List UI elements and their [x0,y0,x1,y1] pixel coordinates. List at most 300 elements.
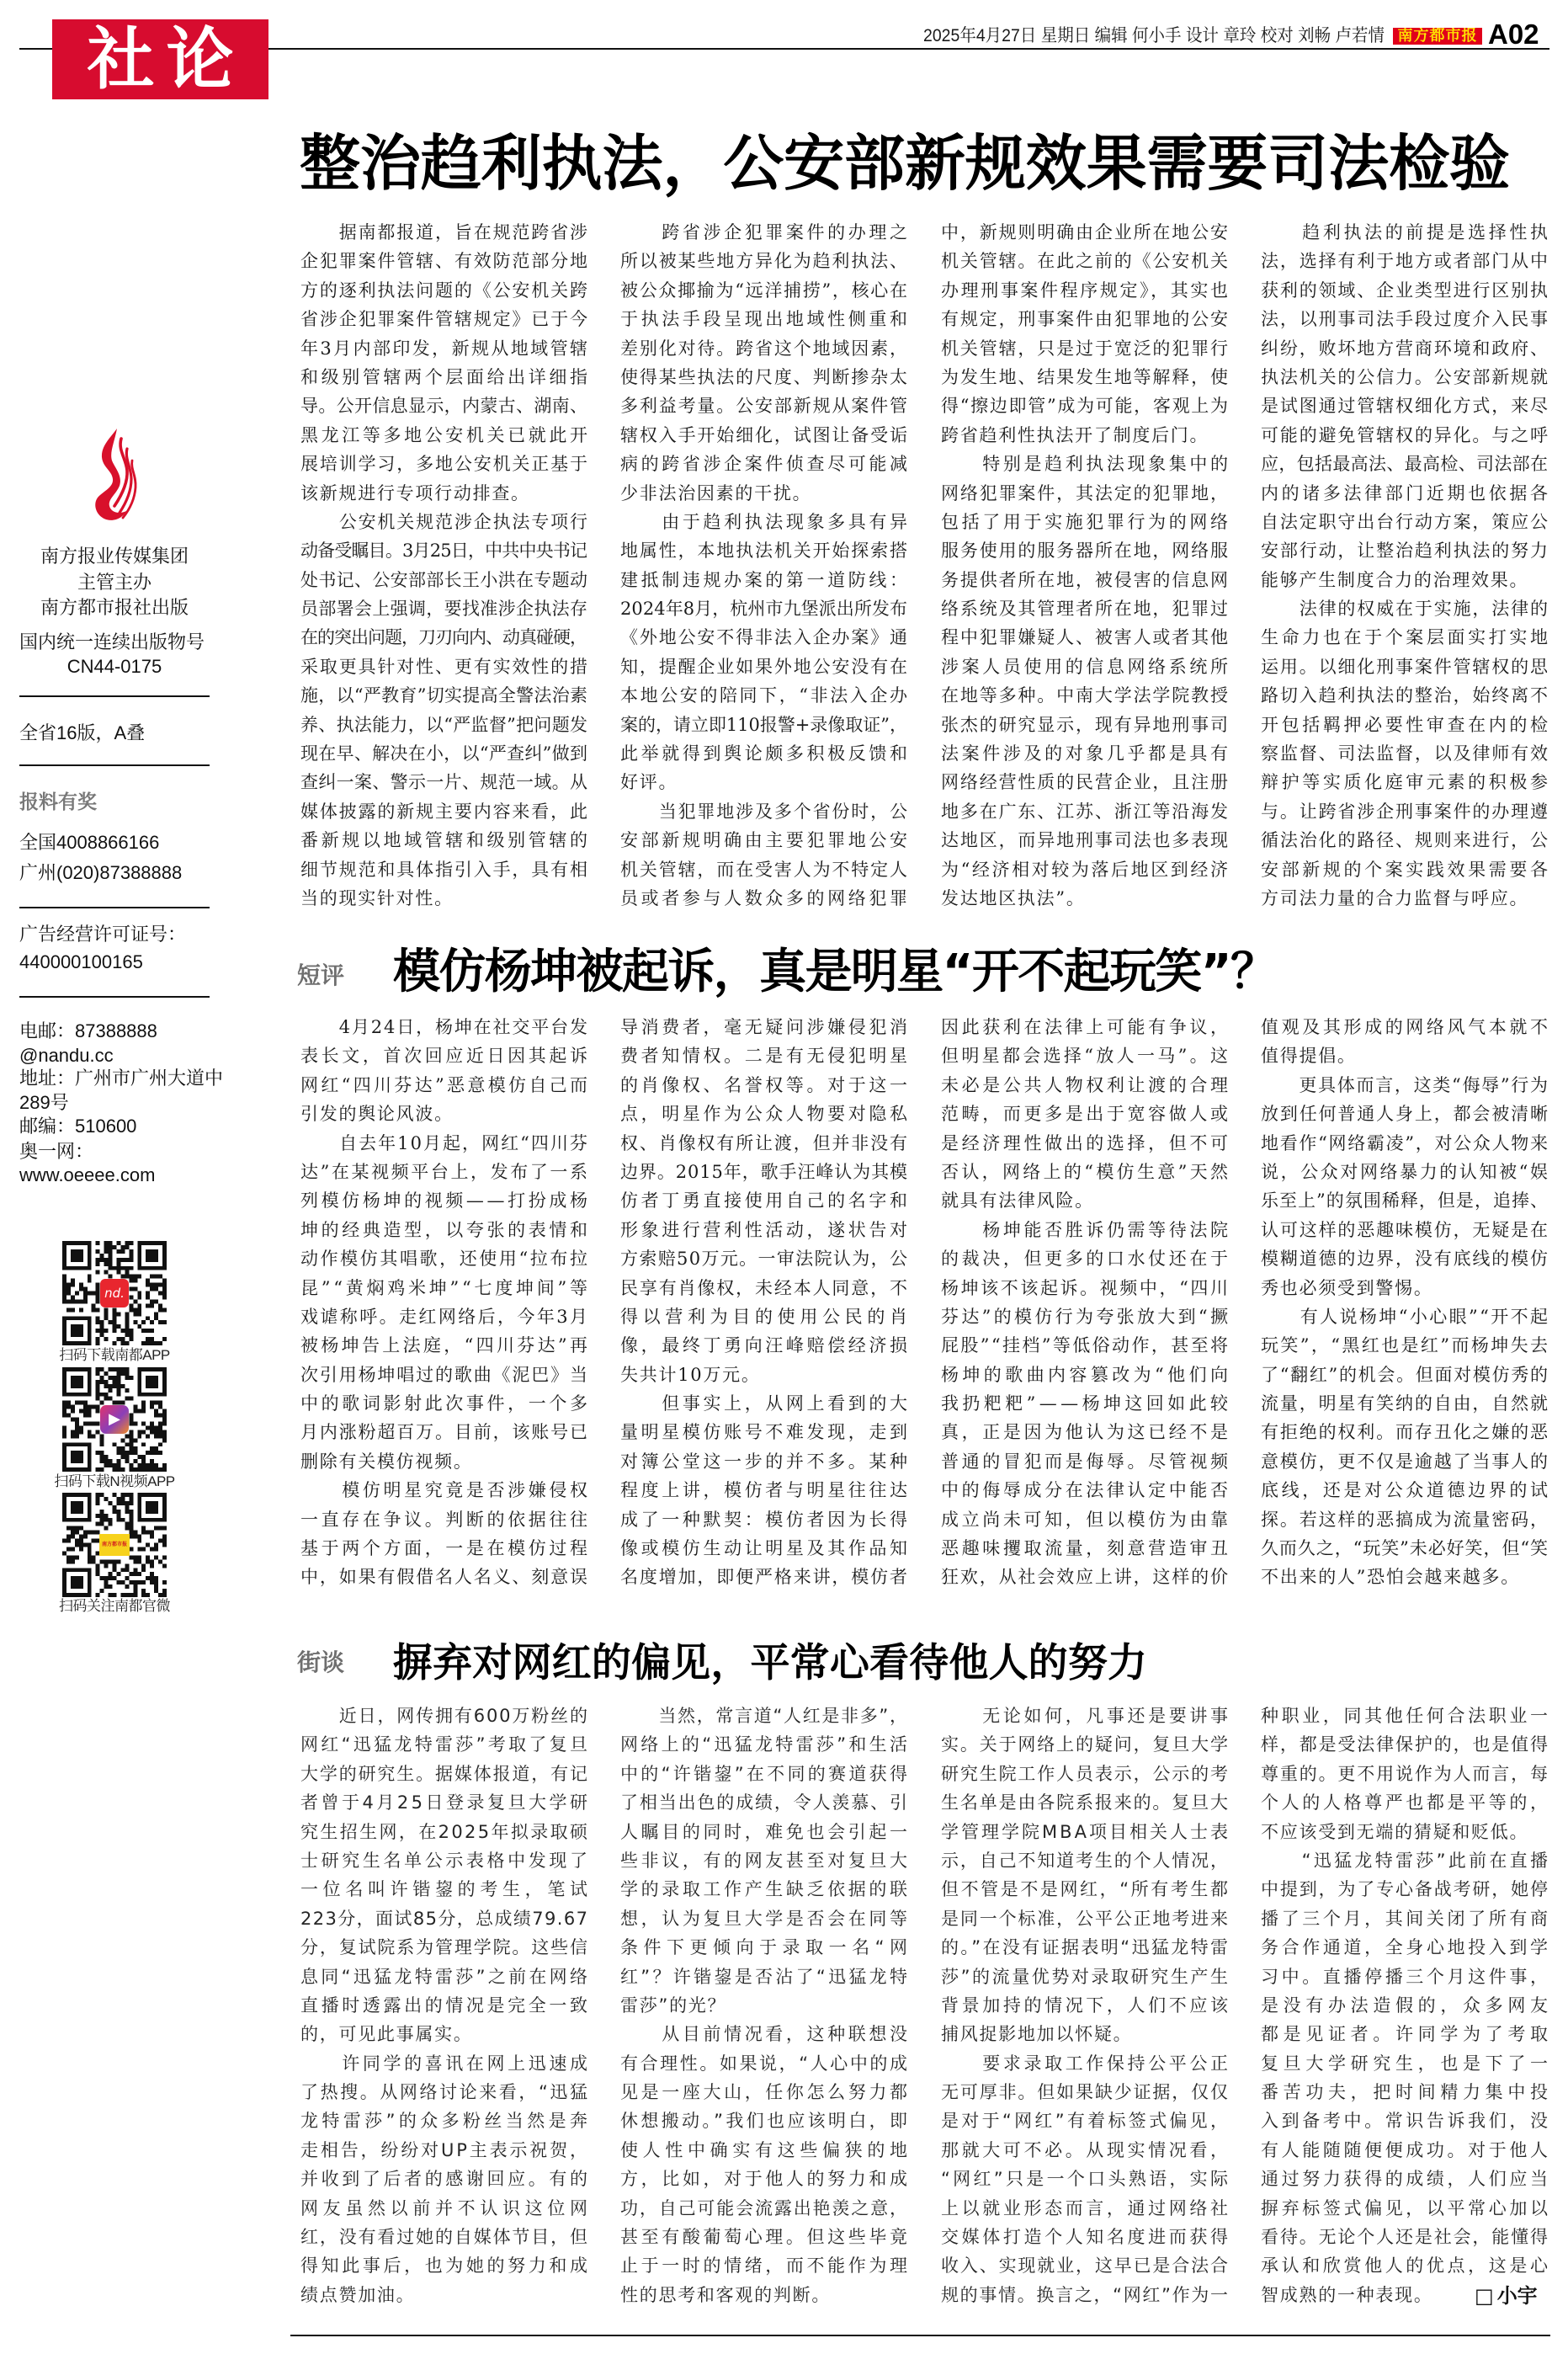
text-line: 跨省趋利性执法开了制度后门。 [941,424,1209,445]
proofreader-names: 刘畅 卢若情 [1298,26,1385,45]
text-line: 点，明星作为公众人物要对隐私 [620,1104,911,1125]
article-column [1261,218,1551,913]
text-line: 坤的经典造型，以夸张的表情和 [300,1219,591,1240]
text-line: 形象进行营利性活动，遂状告对 [620,1219,911,1240]
address-number: 289号 [19,1092,69,1113]
text-line: 名度增加，即便严格来讲，模仿者 [620,1567,909,1588]
text-line: 自法定职守出台行动方案，策应公 [1261,511,1549,532]
editor-label: 编辑 [1094,26,1128,45]
qr-label: 扫码下载N视频APP [54,1473,175,1489]
text-line: 开包括羁押必要性审查在内的检 [1261,714,1551,735]
text-line: 权、肖像权有所让渡，但并非没有 [620,1132,909,1153]
paragraph-first-line: 近日，网传拥有600万粉丝的 [300,1706,589,1726]
designer-label: 设计 [1185,26,1219,45]
text-line: 为“经济相对较为落后地区到经济 [941,859,1230,880]
paragraph-first-line: 当犯罪地涉及多个省份时，公 [620,801,909,822]
text-line: 服务使用的服务器所在地，网络服 [941,541,1230,562]
text-line: 恶趣味攫取流量，刻意营造审丑 [941,1538,1231,1559]
nd-app-icon: nd. [100,1279,129,1307]
text-line: 不出来的人”恐怕会越来越多。 [1261,1567,1520,1588]
text-line: 网络上的“迅猛龙特雷莎”和生活 [620,1734,911,1755]
publisher-role: 主管主办 [77,572,151,593]
text-line: 学的录取工作产生缺乏依据的联 [620,1879,911,1900]
article-column [620,1013,912,1592]
text-line: 中提到，为了专心备战考研，她停 [1261,1879,1549,1900]
sidebar-divider [19,695,210,697]
text-line: 建抵制违规办案的第一道防线： [620,569,911,590]
article-column [620,1702,913,2309]
article-column [300,1013,591,1592]
text-line: 媒体披露的新规主要内容来看，此 [300,801,589,822]
text-line: 一直存在争议。判断的依据往往 [300,1509,591,1530]
email-line: 电邮：87388888 [19,1020,157,1041]
text-line: 2024年8月，杭州市九堡派出所发布 [620,599,908,620]
text-line: 收入、实现就业，这早已是合法合 [941,2255,1230,2277]
text-line: 现在早、解决在小，以“严查纠”做到 [300,743,588,764]
text-line: 戏谑称呼。走红网络后，今年3月 [300,1306,590,1327]
text-line: 分，复试院系为管理学院。这些信 [300,1937,589,1958]
text-line: 的裁决，但更多的口水仗还在于 [941,1249,1231,1270]
text-line: 得以营利为目的使用公民的肖 [620,1306,912,1327]
text-line: 引发的舆论风波。 [300,1104,454,1125]
paragraph-first-line: 更具体而言，这类“侮辱”行为 [1261,1074,1549,1095]
ad-license-label: 广告经营许可证号： [19,924,187,945]
text-line: 大学的研究生。据媒体报道，有记 [300,1763,589,1784]
text-line: 普通的冒犯而是侮辱。尽管视频 [941,1451,1231,1472]
text-line: 甚至有酸葡萄心理。但这些毕竟 [620,2227,911,2248]
text-line: 值观及其形成的网络风气本就不 [1261,1017,1551,1037]
text-line: 达”在某视频平台上，发布了一系 [300,1161,590,1182]
text-line: 务合作通道，全身心地投入到学 [1261,1937,1551,1958]
text-line: 未必是公共人物权利让渡的合理 [941,1074,1231,1095]
text-line: 就具有法律风险。 [941,1190,1094,1212]
text-line: 都是见证者。许同学为了考取 [1261,2024,1553,2045]
article-column [941,218,1231,913]
text-line: 省涉企犯罪案件管辖规定》已于今 [300,309,589,330]
text-line: 动作模仿其唱歌，还使用“拉布拉 [300,1249,590,1270]
text-line: 失共计10万元。 [620,1364,761,1385]
text-line: 学管理学院MBA项目相关人士表 [941,1821,1231,1842]
text-line: 番苦功夫，把时间精力集中投 [1261,2082,1553,2103]
article-headline: 模仿杨坤被起诉，真是明星“开不起玩笑”？ [393,945,1277,999]
text-line: 有规定，刑事案件由犯罪地的公安 [941,309,1230,330]
text-line: 息同“迅猛龙特雷莎”之前在网络 [300,1966,591,1987]
text-line: 探。若这样的恶搞成为流量密码， [1261,1509,1549,1530]
text-line: 不应该受到无端的猜疑和贬低。 [1261,1821,1529,1842]
text-line: 了热搜。从网络讨论来看，“迅猛 [300,2082,590,2103]
tipline-guangzhou: 广州(020)87388888 [19,862,183,883]
text-line: 得知此事后，也为她的努力和成 [300,2255,591,2277]
text-line: 量明星模仿账号不难发现，走到 [620,1422,911,1443]
text-line: 昆”“黄焖鸡米坤”“七度坤间”等 [300,1277,591,1298]
text-line: 否认，网络上的“模仿生意”天然 [941,1161,1231,1182]
text-line: 看待。无论个人还是社会，能懂得 [1261,2227,1549,2248]
publisher-group: 南方报业传媒集团 [40,546,189,567]
text-line: 止于一时的情绪，而不能作为理 [620,2255,911,2277]
paragraph-first-line: 有人说杨坤“小心眼”“开不起 [1261,1306,1550,1327]
text-line: 杨坤的歌曲内容篡改为“他们向 [941,1364,1232,1385]
text-line: 通过努力获得的成绩，人们应当 [1261,2169,1551,2190]
text-line: 民享有肖像权，未经本人同意，不 [620,1277,909,1298]
text-line: 习中。直播停播三个月这件事， [1261,1966,1551,1987]
paragraph-first-line: 法律的权威在于实施，法律的 [1261,599,1549,620]
text-line: 红”？许锴鋆是否沾了“迅猛龙特 [620,1966,911,1987]
text-line: 动备受瞩目。3月25日，中共中央书记 [300,541,587,562]
text-line: 涉案人员使用的信息网络系统所 [941,656,1231,677]
text-line: 员部署会上强调，要找准涉企执法存 [300,599,588,620]
text-line: 导消费者，毫无疑问涉嫌侵犯消 [620,1017,911,1037]
text-line: 地多在广东、江苏、浙江等沿海发 [941,801,1230,822]
text-line: 被公众揶揄为“远洋捕捞”，核心在 [620,280,909,301]
text-line: 有拒绝的权利。而存丑化之嫌的恶 [1261,1422,1549,1443]
article-kicker: 短评 [297,961,345,989]
paragraph-first-line: 杨坤能否胜诉仍需等待法院 [941,1219,1231,1240]
text-line: 因此获利在法律上可能有争议， [941,1017,1231,1037]
text-line: 士研究生名单公示表格中发现了 [300,1850,591,1871]
text-line: 方司法力量的合力监督与呼应。 [1261,887,1529,908]
page-number: A02 [1488,19,1539,50]
qr-code-nandu-weibo [62,1493,167,1597]
paragraph-first-line: 许同学的喜讯在网上迅速成 [300,2053,591,2074]
text-line: 中，如果有假借名人名义、刻意误 [300,1567,589,1588]
paragraph-first-line: 由于趋利执法现象多具有异 [620,511,911,532]
byline-author: 小宇 [1496,2284,1538,2308]
text-line: 认可这样的恶趣味模仿，无疑是在 [1261,1219,1549,1240]
text-line: 背景加持的情况下，人们不应该 [941,1995,1231,2016]
text-line: 仿者丁勇直接使用自己的名字和 [620,1190,911,1212]
text-line: 值得提倡。 [1261,1046,1357,1067]
email-domain: @nandu.cc [19,1045,114,1066]
text-line: 月内涨粉超百万。目前，该账号已 [300,1422,589,1443]
website-label: 奥一网： [19,1141,94,1162]
text-line: 程中犯罪嫌疑人、被害人或者其他 [941,627,1230,648]
text-line: 上以就业形态而言，通过网络社 [941,2197,1231,2218]
designer-name: 章玲 [1223,26,1257,45]
text-line: 网红“四川芬达”恶意模仿自己而 [300,1074,591,1095]
article-kicker: 街谈 [297,1648,345,1676]
article-column [300,218,591,913]
text-line: 但不管是不是网红，“所有考生都 [941,1879,1230,1900]
nandu-weibo-icon: 南方都市报 [99,1534,130,1556]
text-line: 并收到了后者的感谢回应。有的 [300,2169,591,2190]
text-line: 案的，请立即110报警+录像取证”， [620,714,907,735]
text-line: 辖权入手开始细化，试图让备受诟 [620,424,909,445]
text-line: 使得某些执法的尺度、判断掺杂太 [620,366,909,387]
paragraph-first-line: 跨省涉企犯罪案件的办理之 [620,222,911,242]
text-line: 流量，明星有笑纳的自由，自然就 [1261,1393,1549,1414]
text-line: 纠纷，败坏地方营商环境和政府、 [1261,338,1549,359]
text-line: 循法治化的路径、规则来进行，公 [1261,830,1549,851]
text-line: 智成熟的一种表现。 [1261,2284,1433,2305]
text-line: 生名单是由各院系报来的。复旦大 [941,1792,1230,1813]
text-line: 那就大可不必。从现实情况看， [941,2139,1231,2160]
text-line: 承认和欣赏他人的优点，这是心 [1261,2255,1551,2277]
qr-label: 扫码关注南都官微 [59,1598,170,1614]
text-line: 费者知情权。二是有无侵犯明星 [620,1046,911,1067]
text-line: 能够产生制度合力的治理效果。 [1261,569,1529,590]
text-line: 像或模仿生动让明星及其作品知 [620,1538,911,1559]
text-line: 成立尚未可知，但以模仿为由靠 [941,1509,1231,1530]
text-line: 龙特雷莎”的众多粉丝当然是奔 [300,2111,592,2132]
paragraph-first-line: 公安机关规范涉企执法专项行 [300,511,589,532]
text-line: 得“擦边即管”成为可能，客观上为 [941,396,1230,417]
text-line: 运用。以细化刑事案件管辖权的思 [1261,656,1549,677]
text-line: 员或者参与人数众多的网络犯罪 [620,887,911,908]
text-line: 列模仿杨坤的视频——打扮成杨 [300,1190,591,1212]
text-line: 玩笑”，“黑红也是红”而杨坤失去 [1261,1335,1550,1356]
paragraph-first-line: 自去年10月起，网红“四川芬 [300,1132,590,1153]
text-line: 无可厚非。但如果缺少证据，仅仅 [941,2082,1230,2103]
text-line: 雷莎”的光？ [620,1995,727,2016]
text-line: 成了一种默契：模仿者因为长得 [620,1509,911,1530]
issue-weekday: 星期日 [1040,26,1091,45]
text-line: 播了三个月，其间关闭了所有商 [1261,1908,1551,1929]
ad-license-number: 440000100165 [19,951,143,972]
text-line: 所以被某些地方异化为趋利执法、 [620,251,909,272]
text-line: 删除有关模仿视频。 [300,1451,473,1472]
text-line: 示，自己不知道考生的个人情况， [941,1850,1230,1871]
text-line: 走相告，纷纷对UP主表示祝贺， [300,2139,590,2160]
text-line: 番新规以地域管辖和级别管辖的 [300,830,591,851]
text-line: 机关管辖，只是过于宽泛的犯罪行 [941,338,1230,359]
text-line: 多利益考量。公安部新规从案件管 [620,396,909,417]
paragraph-first-line: 但事实上，从网上看到的大 [620,1393,911,1414]
text-line: 知，提醒企业如果外地公安没有在 [620,656,909,677]
text-line: 一位名叫许锴鋆的考生，笔试 [300,1879,593,1900]
text-line: 可能的避免管辖权的异化。与之呼 [1261,424,1549,445]
editor-name: 何小手 [1132,26,1182,45]
text-line: 对簿公堂这一步的并不多。某种 [620,1451,911,1472]
qr-code-nandu-app [62,1241,167,1345]
text-line: 网络犯罪案件，其法定的犯罪地， [941,482,1230,503]
text-line: 种职业，同其他任何合法职业一 [1261,1706,1551,1726]
text-line: 安部行动，让整治趋利执法的努力 [1261,541,1549,562]
article-column [620,218,911,913]
text-line: 在地等多种。中南大学法学院教授 [941,685,1230,706]
bottom-rule [290,2335,1550,2336]
text-line: 于执法手段呈现出地域性侧重和 [620,309,911,330]
text-line: 绩点赞加油。 [300,2284,416,2305]
text-line: 和级别管辖两个层面给出详细指 [300,366,591,387]
nanfang-media-flame-logo-icon [89,425,140,525]
paragraph-first-line: 无论如何，凡事还是要讲事 [941,1706,1231,1726]
text-line: 范畴，而更多是出于宽容做人或 [941,1104,1231,1125]
text-line: 意模仿，更不仅是逾越了当事人的 [1261,1451,1549,1472]
text-line: 红，没有看过她的自媒体节目，但 [300,2227,589,2248]
n-video-play-icon: ▶ [100,1405,129,1434]
text-line: 法案件涉及的对象几乎都是具有 [941,743,1231,764]
text-line: 规的事情。换言之，“网红”作为一 [941,2284,1230,2305]
text-line: 与。让跨省涉企刑事案件的办理遵 [1261,801,1549,822]
article-column [941,1702,1231,2309]
text-line: 见是一座大山，任你怎么努力都 [620,2082,911,2103]
text-line: 放到任何普通人身上，都会被清晰 [1261,1104,1549,1125]
publisher-name: 南方都市报社出版 [40,597,189,618]
text-line: 方，比如，对于他人的努力和成 [620,2169,911,2190]
text-line: 执法机关的公信力。公安部新规就 [1261,366,1549,387]
text-line: 使人性中确实有这些偏狭的地 [620,2139,912,2160]
paragraph-first-line: 4月24日，杨坤在社交平台发 [300,1017,589,1037]
text-line: 少非法治因素的干扰。 [620,482,812,503]
text-line: 被杨坤告上法庭，“四川芬达”再 [300,1335,591,1356]
paragraph-first-line: 据南都报道，旨在规范跨省涉 [300,222,589,242]
masthead-badge: 南方都市报 [1393,28,1482,45]
text-line: 入到备考中。常识告诉我们，没 [1261,2111,1551,2132]
article-byline [1475,2282,1538,2311]
article-column [1261,1013,1551,1592]
text-line: 《外地公安不得非法入企办案》通 [620,627,909,648]
text-line: 模糊道德的边界，没有底线的模仿 [1261,1249,1549,1270]
text-line: 的。”在没有证据表明“迅猛龙特雷 [941,1937,1230,1958]
address-line: 地址：广州市广州大道中 [19,1068,224,1089]
text-line: 察监督、司法监督，以及律师有效 [1261,743,1549,764]
text-line: 莎”的流量优势对录取研究生产生 [941,1966,1230,1987]
text-line: 办理刑事案件程序规定》，其实也 [941,280,1230,301]
text-line: 导。公开信息显示，内蒙古、湖南、 [300,396,588,417]
text-line: 是对于“网红”有着标签式偏见， [941,2111,1231,2132]
section-label: 社论 [52,19,268,99]
qr-code-n-video-app [62,1367,167,1472]
text-line: 功，自己可能会流露出艳羡之意， [620,2197,909,2218]
sidebar-divider [19,764,210,766]
text-line: 样，都是受法律保护的，也是值得 [1261,1734,1549,1755]
paragraph-first-line: 模仿明星究竟是否涉嫌侵权 [300,1480,591,1501]
tipline-national: 全国4008866166 [19,832,160,853]
text-line: 中的歌词影射此次事件，一个多 [300,1393,591,1414]
text-line: 屁股”“挂档”等低俗动作，甚至将 [941,1335,1230,1356]
text-line: 处书记、公安部部长王小洪在专题动 [300,569,588,590]
text-line: 边界。2015年，歌手汪峰认为其模 [620,1161,908,1182]
article-headline: 整治趋利执法，公安部新规效果需要司法检验 [300,128,1510,199]
text-line: 方索赔50万元。一审法院认为，公 [620,1249,909,1270]
text-line: 次引用杨坤唱过的歌曲《泥巴》当 [300,1364,589,1385]
paragraph-first-line: 特别是趋利执法现象集中的 [941,454,1231,475]
text-line: 人瞩目的同时，难免也会引起一 [620,1821,911,1842]
text-line: 安部新规明确由主要犯罪地公安 [620,830,911,851]
text-line: 的，可见此事属实。 [300,2024,473,2045]
text-line: 芬达”的模仿行为夸张放大到“撅 [941,1306,1231,1327]
text-line: 差别化对待。跨省这个地域因素， [620,338,909,359]
text-line: 中的侮辱成分在法律认定中能否 [941,1480,1231,1501]
article-column [941,1013,1232,1592]
text-line: 内的诸多法律部门近期也依据各 [1261,482,1551,503]
text-line: 尊重的。更不用说作为人而言，每 [1261,1763,1549,1784]
text-line: 是经济理性做出的选择，但不可 [941,1132,1231,1153]
issn-number: CN44-0175 [66,656,162,677]
text-line: 网红“迅猛龙特雷莎”考取了复旦 [300,1734,591,1755]
paragraph-first-line: 从目前情况看，这种联想没 [620,2024,911,2045]
article-column [1261,1702,1553,2309]
text-line: 病的跨省涉企案件侦查尽可能减 [620,454,911,475]
text-line: 研究生院工作人员表示，公示的考 [941,1763,1230,1784]
text-line: 有合理性。如果说，“人心中的成 [620,2053,910,2074]
text-line: 应，包括最高法、最高检、司法部在 [1261,454,1549,475]
text-line: 采取更具针对性、更有实效性的措 [300,656,589,677]
tipline-title: 报料有奖 [19,791,97,812]
text-line: 直播时透露出的情况是完全一致 [300,1995,591,2016]
text-line: 实。关于网络上的疑问，复旦大学 [941,1734,1230,1755]
text-line: 了“翻红”的机会。但面对模仿秀的 [1261,1364,1549,1385]
text-line: 是同一个标准，公平公正地考进来 [941,1908,1230,1929]
text-line: 想，认为复旦大学是否会在同等 [620,1908,911,1929]
text-line: 络系统及其管理者所在地，犯罪过 [941,599,1230,620]
text-line: 些非议，有的网友甚至对复旦大 [620,1850,911,1871]
text-line: 我扔粑粑”——杨坤这回如此较 [941,1393,1232,1414]
article-headline: 摒弃对网红的偏见，平常心看待他人的努力 [393,1640,1148,1686]
text-line: 细节规范和具体指引入手，具有相 [300,859,589,880]
text-line: 表长文，首次回应近日因其起诉 [300,1046,591,1067]
text-line: “网红”只是一个口头熟语，实际 [941,2169,1231,2190]
text-line: 复旦大学研究生，也是下了一 [1261,2053,1553,2074]
text-line: 223分，面试85分，总成绩79.67 [300,1908,589,1929]
text-line: 了相当出色的成绩，令人羡慕、引 [620,1792,909,1813]
text-line: 秀也必须受到警惕。 [1261,1277,1433,1298]
text-line: 真，正是因为他认为这已经不是 [941,1422,1231,1443]
text-line: 机关管辖。在此之前的《公安机关 [941,251,1230,272]
text-line: 是没有办法造假的，众多网友 [1261,1995,1553,2016]
text-line: 法，以刑事司法手段过度介入民事 [1261,309,1549,330]
text-line: 基于两个方面，一是在模仿过程 [300,1538,591,1559]
paragraph-first-line: 趋利执法的前提是选择性执 [1261,222,1551,242]
text-line: 地属性，本地执法机关开始探索搭 [620,541,909,562]
text-line: 休想搬动。”我们也应该明白，即 [620,2111,911,2132]
text-line: 但明星都会选择“放人一马”。这 [941,1046,1231,1067]
text-line: 程度上讲，模仿者与明星往往达 [620,1480,911,1501]
text-line: 展培训学习，多地公安机关正基于 [300,454,589,475]
byline-square-icon: □ [1475,2284,1494,2308]
text-line: 网友虽然以前并不认识这位网 [300,2197,593,2218]
text-line: 年3月内部印发，新规从地域管辖 [300,338,590,359]
text-line: 企犯罪案件管辖、有效防范部分地 [300,251,589,272]
text-line: 发达地区执法”。 [941,887,1086,908]
issn-label: 国内统一连续出版物号 [19,631,205,652]
text-line: 中的“许锴鋆”在不同的赛道获得 [620,1763,911,1784]
issue-meta [923,24,1385,48]
text-line: 安部新规的个案实践效果需要各 [1261,859,1551,880]
article-column [300,1702,593,2309]
paragraph-first-line: “迅猛龙特雷莎”此前在直播 [1261,1850,1551,1871]
text-line: 底线，还是对公众道德边界的试 [1261,1480,1551,1501]
text-line: 像，最终丁勇向汪峰赔偿经济损 [620,1335,911,1356]
text-line: 当的现实针对性。 [300,887,454,908]
text-line: 包括了用于实施犯罪行为的网络 [941,511,1231,532]
text-line: 务提供者所在地，被侵害的信息网 [941,569,1230,590]
text-line: 本地公安的陪同下，“非法入企办 [620,685,910,706]
text-line: 捕风捉影地加以怀疑。 [941,2024,1133,2045]
text-line: 狂欢，从社会效应上讲，这样的价 [941,1567,1230,1588]
text-line: 养、执法能力，以“严监督”把问题发 [300,714,588,735]
text-line: 生命力也在于个案层面实打实地 [1261,627,1551,648]
text-line: 有人能随随便便成功。对于他人 [1261,2139,1551,2160]
text-line: 好评。 [620,772,678,793]
text-line: 性的思考和客观的判断。 [620,2284,832,2305]
issue-date: 2025年4月27日 [923,26,1037,45]
text-line: 施，以“严教育”切实提高全警法治素 [300,685,588,706]
paragraph-first-line: 当然，常言道“人红是非多”， [620,1706,909,1726]
text-line: 路切入趋利执法的整治，始终离不 [1261,685,1549,706]
text-line: 获利的领域、企业类型进行区别执 [1261,280,1549,301]
text-line: 中，新规则明确由企业所在地公安 [941,222,1230,242]
text-line: 为发生地、结果发生地等解释，使 [941,366,1230,387]
text-line: 张杰的研究显示，现有异地刑事司 [941,714,1230,735]
text-line: 法，选择有利于地方或者部门从中 [1261,251,1549,272]
text-line: 是试图通过管辖权细化方式，来尽 [1261,396,1549,417]
text-line: 达地区，而异地刑事司法也多表现 [941,830,1230,851]
text-line: 究生招生网，在2025年拟录取硕 [300,1821,590,1842]
text-line: 条件下更倾向于录取一名“网 [620,1937,913,1958]
qr-label: 扫码下载南都APP [59,1347,170,1363]
text-line: 此举就得到舆论颇多积极反馈和 [620,743,911,764]
